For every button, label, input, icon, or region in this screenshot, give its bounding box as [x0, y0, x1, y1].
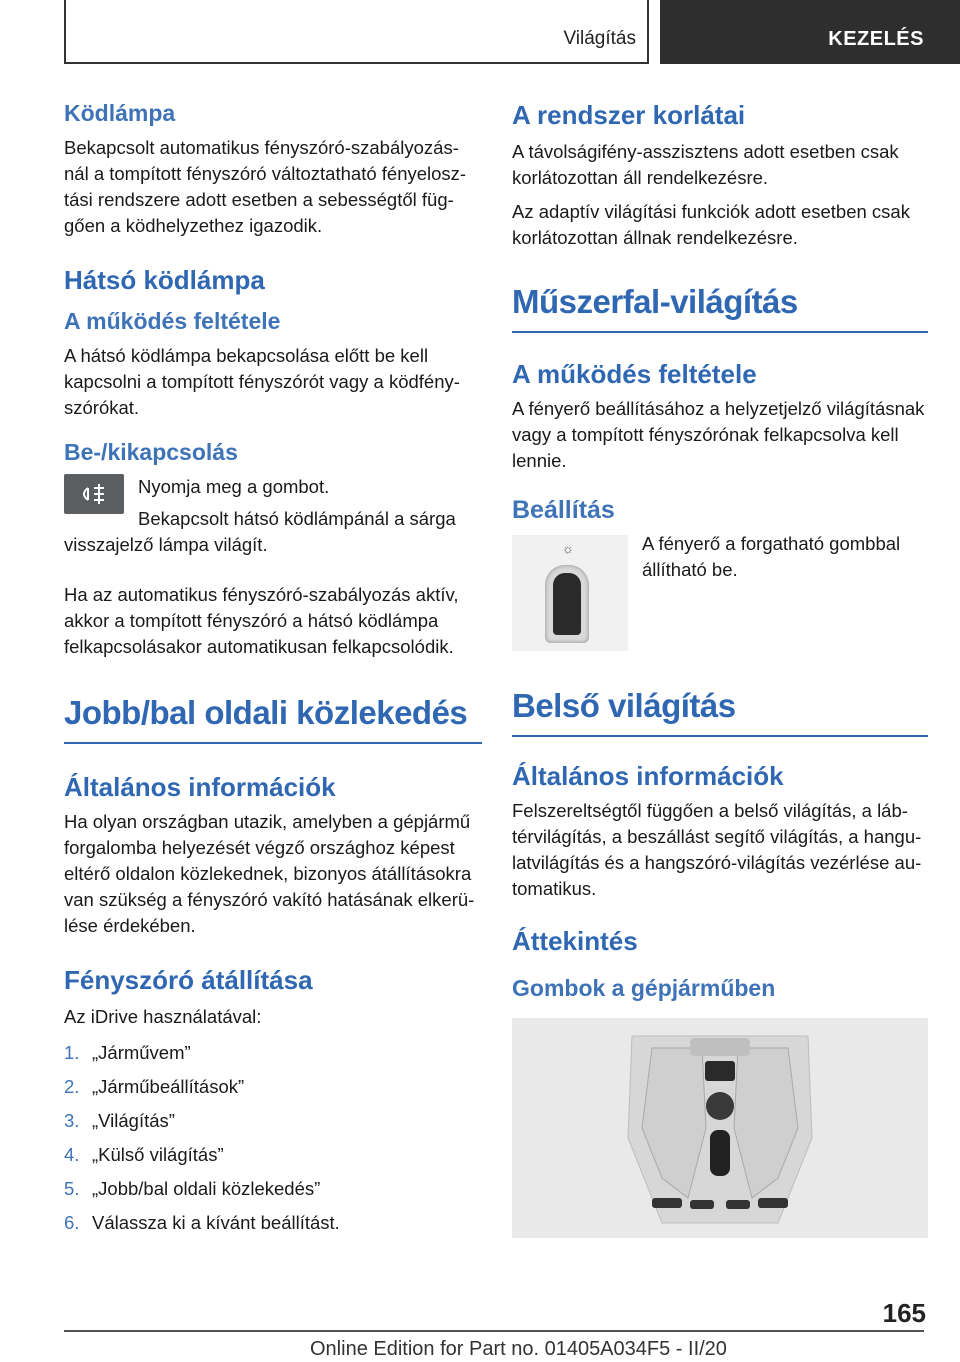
headlight-adjust-text: Az iDrive használatával: [64, 1006, 262, 1027]
onoff-heading: Be-/kikapcsolás [64, 439, 238, 465]
general-info-heading: Általános információk [64, 772, 336, 802]
headlight-adjust-heading: Fényszóró átállítása [64, 965, 313, 995]
brightness-dial-image [512, 535, 628, 651]
onoff-block [64, 474, 482, 568]
fog-text: Bekapcsolt automatikus fényszóró-szabályozás-nál a tompított fényszóró változtatható fényelosz-tási rendszere adott esetben a sebességtől füg-gően a ködhelyzethez igazodik. [64, 137, 467, 236]
footer-divider [64, 1330, 924, 1332]
general-info-text: Ha olyan országban utazik, amelyben a gépjármű forgalomba helyezését végző országhoz képest eltérő oldalon közlekednek, bizonyos átállításokra van szükség a fényszóró vakító hatásának elkerü-lése érdekében. [64, 811, 475, 936]
interior-general-text: Felszereltségtől függően a belső világítás, a láb-térvilágítás, a beszállást segítő világítás, a hangu-latvilágítás és a hangszóró-világítás vezérlése au-tomatikus. [512, 800, 922, 899]
brightness-dial [553, 573, 581, 635]
condition-text: A hátsó ködlámpa bekapcsolása előtt be kell kapcsolni a tompított fényszórót vagy a ködfény-szórókat. [64, 345, 460, 418]
rear-fog-heading: Hátsó ködlámpa [64, 265, 265, 295]
dash-lighting-chapter-heading: Műszerfal-világítás [512, 283, 928, 333]
onoff-text-auto: Ha az automatikus fényszóró-szabályozás aktív, akkor a tompított fényszóró a hátsó ködlámpa felkapcsolásakor automatikusan felkapcsolódik. [64, 584, 459, 657]
rear-fog-button-image [64, 474, 124, 514]
limits-heading: A rendszer korlátai [512, 100, 746, 130]
dash-condition-text: A fényerő beállításához a helyzetjelző világításnak vagy a tompított fényszórónak felkapcsolva kell lennie. [512, 398, 925, 471]
interior-general-heading: Általános információk [512, 761, 784, 791]
brightness-icon: ☼ [562, 541, 574, 556]
right-column [512, 100, 928, 1238]
onoff-text-press: Nyomja meg a gombot. [138, 476, 330, 497]
limits-text-1: A távolságifény-asszisztens adott esetben csak korlátozottan áll rendelkezésre. [512, 141, 899, 188]
setting-block [512, 535, 928, 651]
roof-console-image [512, 1018, 928, 1238]
limits-text-2: Az adaptív világítási funkciók adott esetben csak korlátozottan állnak rendelkezésre. [512, 201, 910, 248]
overview-heading: Áttekintés [512, 926, 638, 956]
fog-heading: Ködlámpa [64, 100, 176, 126]
list-item: 5. „Jobb/bal oldali közlekedés” [64, 1178, 321, 1199]
left-column [64, 100, 482, 1244]
header-chapter-box [660, 0, 960, 64]
list-item: 1. „Járművem” [64, 1042, 191, 1063]
list-item: 4. „Külső világítás” [64, 1144, 224, 1165]
list-item: 6. Válassza ki a kívánt beállítást. [64, 1212, 340, 1233]
condition-heading: A működés feltétele [64, 308, 281, 334]
header-section-title: Világítás [563, 28, 636, 49]
setting-heading: Beállítás [512, 496, 615, 524]
header-left-box [64, 0, 649, 64]
setting-text: A fényerő a forgatható gombbal állítható be. [642, 535, 901, 580]
onoff-text-indicator: Bekapcsolt hátsó ködlámpánál a sárga visszajelző lámpa világít. [64, 508, 456, 555]
interior-lighting-chapter-heading: Belső világítás [512, 687, 928, 737]
list-item: 2. „Járműbeállítások” [64, 1076, 245, 1097]
traffic-chapter-heading: Jobb/bal oldali közlekedés [64, 694, 482, 744]
header-chapter-title: KEZELÉS [828, 28, 924, 50]
dash-condition-heading: A működés feltétele [512, 359, 757, 389]
page-number: 165 [882, 1298, 926, 1328]
buttons-heading: Gombok a gépjárműben [512, 975, 776, 1001]
rear-fog-light-icon [64, 474, 124, 514]
list-item: 3. „Világítás” [64, 1110, 175, 1131]
steps-list [64, 1040, 482, 1236]
footer-edition: Online Edition for Part no. 01405A034F5 - II/20 [310, 1338, 727, 1360]
